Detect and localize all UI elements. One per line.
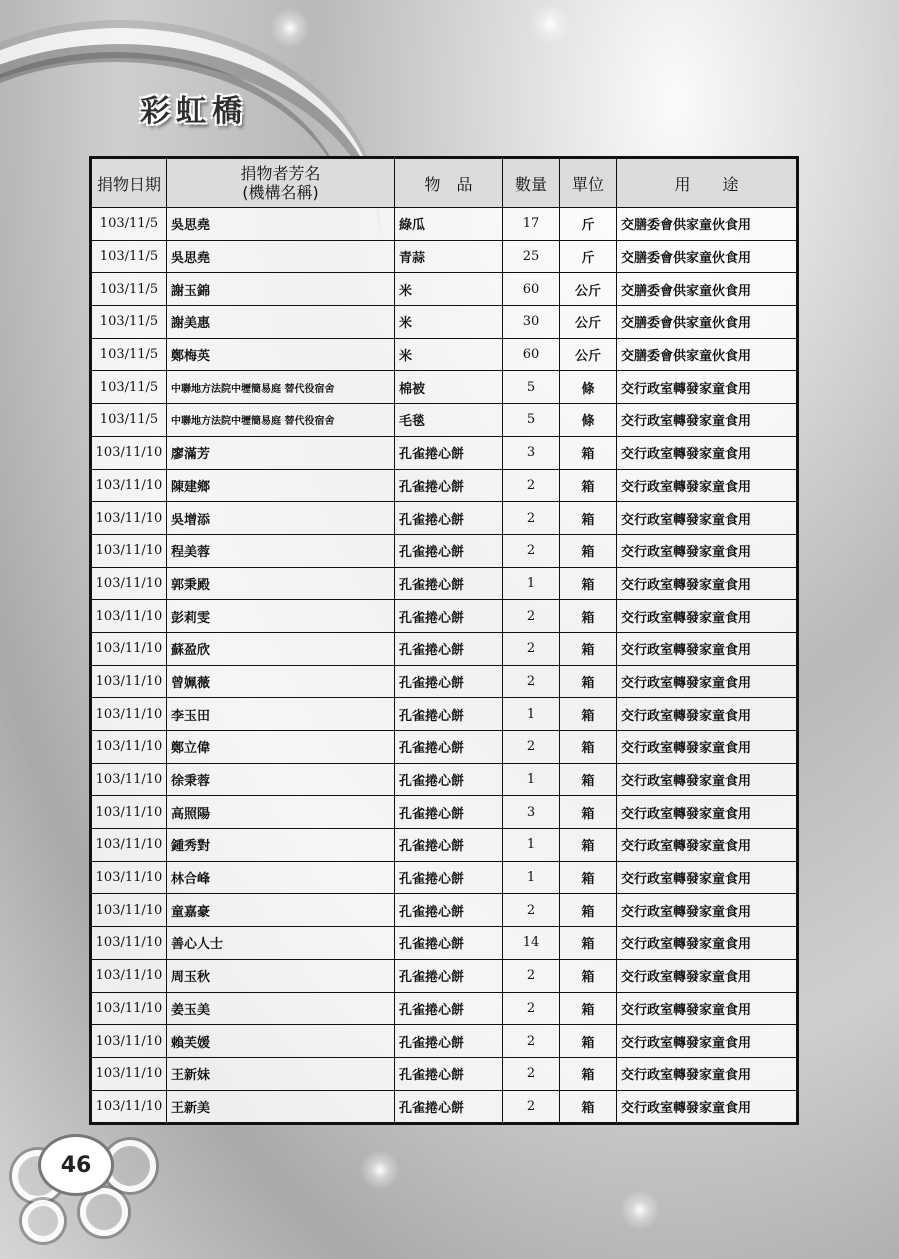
- table-row: [91, 731, 798, 764]
- cell-donor-name: 謝玉錦: [167, 273, 395, 306]
- cell-donor-name: 周玉秋: [167, 959, 395, 992]
- cell-unit: 箱: [560, 469, 617, 502]
- cell-donor-name: 王新美: [167, 1090, 395, 1124]
- cell-purpose: 交膳委會供家童伙食用: [617, 240, 798, 273]
- cell-item: 孔雀捲心餅: [395, 861, 503, 894]
- cell-quantity: 2: [503, 502, 560, 535]
- cell-date: 103/11/10: [91, 796, 167, 829]
- cell-unit: 公斤: [560, 306, 617, 339]
- cell-purpose: 交膳委會供家童伙食用: [617, 306, 798, 339]
- cell-item: 孔雀捲心餅: [395, 600, 503, 633]
- cell-purpose: 交行政室轉發家童食用: [617, 534, 798, 567]
- cell-date: 103/11/10: [91, 665, 167, 698]
- cell-purpose: 交膳委會供家童伙食用: [617, 338, 798, 371]
- table-row: [91, 371, 798, 404]
- ring-decoration: [80, 1188, 128, 1236]
- cell-unit: 條: [560, 404, 617, 437]
- cell-donor-name: 鄭梅英: [167, 338, 395, 371]
- cell-purpose: 交行政室轉發家童食用: [617, 861, 798, 894]
- cell-quantity: 2: [503, 1025, 560, 1058]
- table-row: [91, 1057, 798, 1090]
- cell-purpose: 交行政室轉發家童食用: [617, 731, 798, 764]
- table-row: [91, 567, 798, 600]
- cell-unit: 箱: [560, 698, 617, 731]
- cell-quantity: 2: [503, 894, 560, 927]
- cell-donor-name: 廖滿芳: [167, 436, 395, 469]
- cell-date: 103/11/10: [91, 829, 167, 862]
- cell-donor-name: 彭莉雯: [167, 600, 395, 633]
- table-row: [91, 534, 798, 567]
- cell-quantity: 3: [503, 796, 560, 829]
- cell-purpose: 交行政室轉發家童食用: [617, 829, 798, 862]
- cell-quantity: 2: [503, 534, 560, 567]
- cell-purpose: 交行政室轉發家童食用: [617, 600, 798, 633]
- cell-item: 孔雀捲心餅: [395, 894, 503, 927]
- cell-date: 103/11/10: [91, 959, 167, 992]
- cell-date: 103/11/10: [91, 600, 167, 633]
- cell-quantity: 2: [503, 665, 560, 698]
- cell-quantity: 1: [503, 861, 560, 894]
- cell-purpose: 交行政室轉發家童食用: [617, 763, 798, 796]
- cell-date: 103/11/10: [91, 992, 167, 1025]
- table-row: [91, 240, 798, 273]
- column-header-item: 物 品: [395, 158, 503, 208]
- cell-date: 103/11/10: [91, 469, 167, 502]
- table-row: [91, 502, 798, 535]
- cell-donor-name: 高照陽: [167, 796, 395, 829]
- table-header-row: [91, 158, 798, 208]
- table-row: [91, 273, 798, 306]
- cell-item: 孔雀捲心餅: [395, 992, 503, 1025]
- cell-item: 孔雀捲心餅: [395, 469, 503, 502]
- cell-donor-name: 吳增添: [167, 502, 395, 535]
- cell-purpose: 交行政室轉發家童食用: [617, 1057, 798, 1090]
- cell-date: 103/11/5: [91, 208, 167, 241]
- column-header-donor-name-line2: (機構名稱): [242, 183, 319, 202]
- cell-item: 孔雀捲心餅: [395, 796, 503, 829]
- cell-item: 孔雀捲心餅: [395, 567, 503, 600]
- cell-unit: 箱: [560, 632, 617, 665]
- cell-date: 103/11/5: [91, 240, 167, 273]
- sparkle-decoration: [620, 1190, 660, 1230]
- cell-quantity: 5: [503, 404, 560, 437]
- table-row: [91, 306, 798, 339]
- cell-donor-name: 王新妹: [167, 1057, 395, 1090]
- cell-date: 103/11/5: [91, 404, 167, 437]
- cell-quantity: 1: [503, 698, 560, 731]
- cell-item: 孔雀捲心餅: [395, 763, 503, 796]
- cell-quantity: 60: [503, 273, 560, 306]
- table-row: [91, 861, 798, 894]
- column-header-quantity: 數量: [503, 158, 560, 208]
- cell-date: 103/11/10: [91, 731, 167, 764]
- cell-purpose: 交行政室轉發家童食用: [617, 959, 798, 992]
- cell-unit: 公斤: [560, 273, 617, 306]
- cell-donor-name: 鄭立偉: [167, 731, 395, 764]
- cell-purpose: 交行政室轉發家童食用: [617, 796, 798, 829]
- cell-unit: 箱: [560, 927, 617, 960]
- cell-unit: 箱: [560, 534, 617, 567]
- cell-item: 孔雀捲心餅: [395, 927, 503, 960]
- cell-quantity: 2: [503, 992, 560, 1025]
- table-row: [91, 927, 798, 960]
- table-row: [91, 763, 798, 796]
- cell-purpose: 交行政室轉發家童食用: [617, 698, 798, 731]
- cell-purpose: 交行政室轉發家童食用: [617, 632, 798, 665]
- column-header-donor-name-line1: 捐物者芳名: [240, 164, 321, 183]
- cell-unit: 公斤: [560, 338, 617, 371]
- cell-purpose: 交行政室轉發家童食用: [617, 567, 798, 600]
- column-header-purpose: 用 途: [617, 158, 798, 208]
- cell-quantity: 2: [503, 632, 560, 665]
- cell-date: 103/11/5: [91, 338, 167, 371]
- cell-donor-name: 吳思堯: [167, 240, 395, 273]
- cell-unit: 箱: [560, 861, 617, 894]
- cell-unit: 箱: [560, 436, 617, 469]
- cell-item: 米: [395, 273, 503, 306]
- column-header-unit: 單位: [560, 158, 617, 208]
- table-row: [91, 469, 798, 502]
- table-row: [91, 992, 798, 1025]
- table-row: [91, 338, 798, 371]
- cell-donor-name: 中聯地方法院中壢簡易庭 替代役宿舍: [167, 404, 395, 437]
- cell-donor-name: 陳建鄉: [167, 469, 395, 502]
- table-body: [91, 208, 798, 1124]
- cell-unit: 箱: [560, 894, 617, 927]
- cell-quantity: 25: [503, 240, 560, 273]
- cell-unit: 箱: [560, 1090, 617, 1124]
- cell-item: 米: [395, 306, 503, 339]
- cell-donor-name: 姜玉美: [167, 992, 395, 1025]
- cell-date: 103/11/10: [91, 894, 167, 927]
- cell-quantity: 1: [503, 829, 560, 862]
- cell-quantity: 2: [503, 600, 560, 633]
- page-number: 46: [38, 1134, 114, 1196]
- cell-item: 孔雀捲心餅: [395, 436, 503, 469]
- cell-item: 孔雀捲心餅: [395, 731, 503, 764]
- cell-item: 孔雀捲心餅: [395, 1090, 503, 1124]
- cell-donor-name: 李玉田: [167, 698, 395, 731]
- cell-date: 103/11/5: [91, 273, 167, 306]
- table-row: [91, 959, 798, 992]
- cell-item: 米: [395, 338, 503, 371]
- page-header-title: 彩虹橋: [140, 94, 248, 129]
- cell-unit: 斤: [560, 240, 617, 273]
- cell-quantity: 14: [503, 927, 560, 960]
- cell-purpose: 交行政室轉發家童食用: [617, 927, 798, 960]
- cell-unit: 箱: [560, 600, 617, 633]
- cell-purpose: 交行政室轉發家童食用: [617, 502, 798, 535]
- cell-donor-name: 郭秉殿: [167, 567, 395, 600]
- cell-date: 103/11/5: [91, 371, 167, 404]
- table-row: [91, 1025, 798, 1058]
- cell-item: 孔雀捲心餅: [395, 698, 503, 731]
- cell-quantity: 2: [503, 469, 560, 502]
- table-row: [91, 436, 798, 469]
- table-row: [91, 208, 798, 241]
- cell-unit: 箱: [560, 959, 617, 992]
- cell-unit: 箱: [560, 1057, 617, 1090]
- cell-date: 103/11/10: [91, 1025, 167, 1058]
- cell-date: 103/11/10: [91, 502, 167, 535]
- cell-purpose: 交膳委會供家童伙食用: [617, 273, 798, 306]
- column-header-donor-name: [167, 158, 395, 208]
- cell-item: 棉被: [395, 371, 503, 404]
- cell-item: 毛毯: [395, 404, 503, 437]
- cell-purpose: 交行政室轉發家童食用: [617, 1090, 798, 1124]
- cell-item: 孔雀捲心餅: [395, 502, 503, 535]
- cell-unit: 箱: [560, 1025, 617, 1058]
- cell-unit: 箱: [560, 796, 617, 829]
- cell-purpose: 交行政室轉發家童食用: [617, 992, 798, 1025]
- cell-item: 孔雀捲心餅: [395, 959, 503, 992]
- cell-date: 103/11/10: [91, 567, 167, 600]
- cell-donor-name: 鍾秀對: [167, 829, 395, 862]
- cell-unit: 箱: [560, 502, 617, 535]
- cell-quantity: 5: [503, 371, 560, 404]
- table-row: [91, 698, 798, 731]
- table-row: [91, 632, 798, 665]
- cell-donor-name: 善心人士: [167, 927, 395, 960]
- cell-date: 103/11/10: [91, 698, 167, 731]
- cell-item: 孔雀捲心餅: [395, 1025, 503, 1058]
- cell-quantity: 2: [503, 1057, 560, 1090]
- cell-purpose: 交行政室轉發家童食用: [617, 404, 798, 437]
- cell-date: 103/11/10: [91, 436, 167, 469]
- cell-date: 103/11/10: [91, 763, 167, 796]
- cell-purpose: 交行政室轉發家童食用: [617, 371, 798, 404]
- cell-item: 孔雀捲心餅: [395, 829, 503, 862]
- cell-purpose: 交行政室轉發家童食用: [617, 894, 798, 927]
- cell-date: 103/11/5: [91, 306, 167, 339]
- sparkle-decoration: [360, 1150, 400, 1190]
- cell-item: 孔雀捲心餅: [395, 632, 503, 665]
- cell-unit: 箱: [560, 731, 617, 764]
- cell-item: 青蒜: [395, 240, 503, 273]
- cell-donor-name: 賴芙媛: [167, 1025, 395, 1058]
- sparkle-decoration: [270, 8, 310, 48]
- cell-donor-name: 曾姵薇: [167, 665, 395, 698]
- cell-date: 103/11/10: [91, 1090, 167, 1124]
- table-row: [91, 665, 798, 698]
- cell-quantity: 17: [503, 208, 560, 241]
- table-row: [91, 1090, 798, 1124]
- table-row: [91, 796, 798, 829]
- table-row: [91, 829, 798, 862]
- donation-table: [89, 156, 799, 1125]
- cell-unit: 箱: [560, 829, 617, 862]
- table-row: [91, 404, 798, 437]
- cell-unit: 箱: [560, 763, 617, 796]
- cell-purpose: 交行政室轉發家童食用: [617, 436, 798, 469]
- sparkle-decoration: [530, 4, 570, 44]
- cell-purpose: 交行政室轉發家童食用: [617, 469, 798, 502]
- table-row: [91, 894, 798, 927]
- cell-purpose: 交膳委會供家童伙食用: [617, 208, 798, 241]
- cell-unit: 箱: [560, 665, 617, 698]
- cell-item: 綠瓜: [395, 208, 503, 241]
- cell-date: 103/11/10: [91, 534, 167, 567]
- column-header-date: 捐物日期: [91, 158, 167, 208]
- table-row: [91, 600, 798, 633]
- cell-quantity: 2: [503, 959, 560, 992]
- cell-donor-name: 徐秉蓉: [167, 763, 395, 796]
- cell-unit: 箱: [560, 567, 617, 600]
- cell-purpose: 交行政室轉發家童食用: [617, 1025, 798, 1058]
- cell-donor-name: 吳思堯: [167, 208, 395, 241]
- cell-quantity: 1: [503, 763, 560, 796]
- cell-donor-name: 童嘉豪: [167, 894, 395, 927]
- cell-purpose: 交行政室轉發家童食用: [617, 665, 798, 698]
- cell-donor-name: 謝美惠: [167, 306, 395, 339]
- cell-date: 103/11/10: [91, 1057, 167, 1090]
- cell-donor-name: 蘇盈欣: [167, 632, 395, 665]
- cell-item: 孔雀捲心餅: [395, 665, 503, 698]
- cell-donor-name: 程美蓉: [167, 534, 395, 567]
- cell-quantity: 60: [503, 338, 560, 371]
- cell-quantity: 2: [503, 731, 560, 764]
- cell-quantity: 2: [503, 1090, 560, 1124]
- cell-date: 103/11/10: [91, 927, 167, 960]
- cell-quantity: 3: [503, 436, 560, 469]
- cell-item: 孔雀捲心餅: [395, 534, 503, 567]
- cell-donor-name: 林合峰: [167, 861, 395, 894]
- cell-quantity: 1: [503, 567, 560, 600]
- ring-decoration: [22, 1200, 64, 1242]
- cell-unit: 條: [560, 371, 617, 404]
- cell-quantity: 30: [503, 306, 560, 339]
- cell-date: 103/11/10: [91, 632, 167, 665]
- cell-item: 孔雀捲心餅: [395, 1057, 503, 1090]
- cell-unit: 箱: [560, 992, 617, 1025]
- cell-donor-name: 中聯地方法院中壢簡易庭 替代役宿舍: [167, 371, 395, 404]
- cell-unit: 斤: [560, 208, 617, 241]
- cell-date: 103/11/10: [91, 861, 167, 894]
